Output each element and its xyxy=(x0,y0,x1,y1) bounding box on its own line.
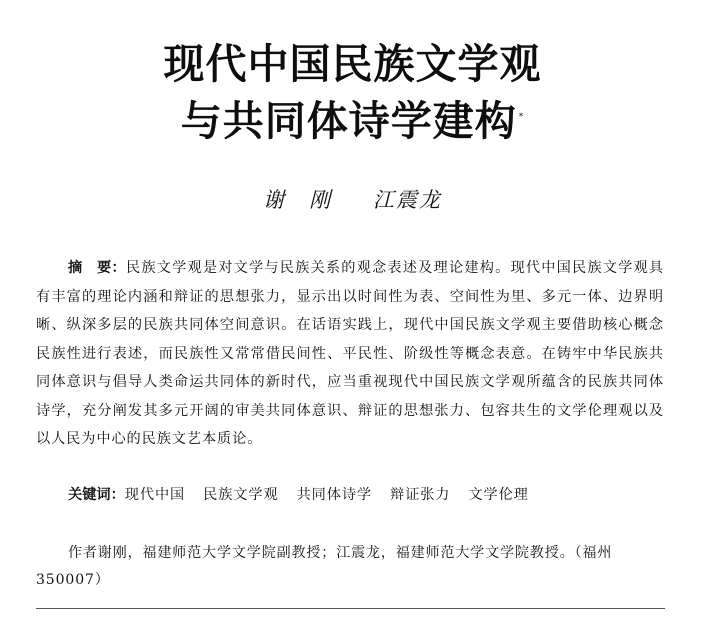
keyword-item: 民族文学观 xyxy=(203,487,279,503)
abstract-paragraph xyxy=(36,254,664,454)
author-line xyxy=(0,184,705,214)
author-1: 谢 刚 xyxy=(263,188,333,212)
author-info-note xyxy=(36,540,668,594)
abstract-text: 民族文学观是对文学与民族关系的观念表述及理论建构。现代中国民族文学观具有丰富的理论内涵和辩证的思想张力，显示出以时间性为表、空间性为里、多元一体、边界明晰、纵深多层的民族共同体空间意识。在话语实践上，现代中国民族文学观主要借助核心概念民族性进行表述，而民族性又常常借民间性、平民性、阶级性等概念表意。在铸牢中华民族共同体意识与倡导人类命运共同体的新时代，应当重视现代中国民族文学观所蕴含的民族共同体诗学，充分阐发其多元开阔的审美共同体意识、辩证的思想张力、包容共生的文学伦理观以及以人民为中心的民族文艺本质论。 xyxy=(36,260,664,447)
keyword-item: 辩证张力 xyxy=(390,487,451,503)
bottom-divider xyxy=(36,608,665,609)
title-text-2: 与共同体诗学建构 xyxy=(180,97,517,145)
title-text-1: 现代中国民族文学观 xyxy=(163,40,542,88)
title-footnote-mark: * xyxy=(518,112,525,122)
article-title-line-2 xyxy=(0,97,705,145)
author-info-text: 作者谢刚，福建师范大学文学院副教授；江震龙，福建师范大学文学院教授。（福州 350007） xyxy=(36,545,628,588)
abstract-label: 摘 要： xyxy=(68,260,126,276)
keywords-line xyxy=(68,483,529,507)
keyword-item: 现代中国 xyxy=(124,487,186,503)
author-2: 江震龙 xyxy=(372,188,442,212)
article-title-line-1 xyxy=(0,40,705,88)
keyword-item: 共同体诗学 xyxy=(296,487,373,503)
keywords-label: 关键词： xyxy=(68,487,125,503)
keyword-item: 文学伦理 xyxy=(468,487,529,503)
